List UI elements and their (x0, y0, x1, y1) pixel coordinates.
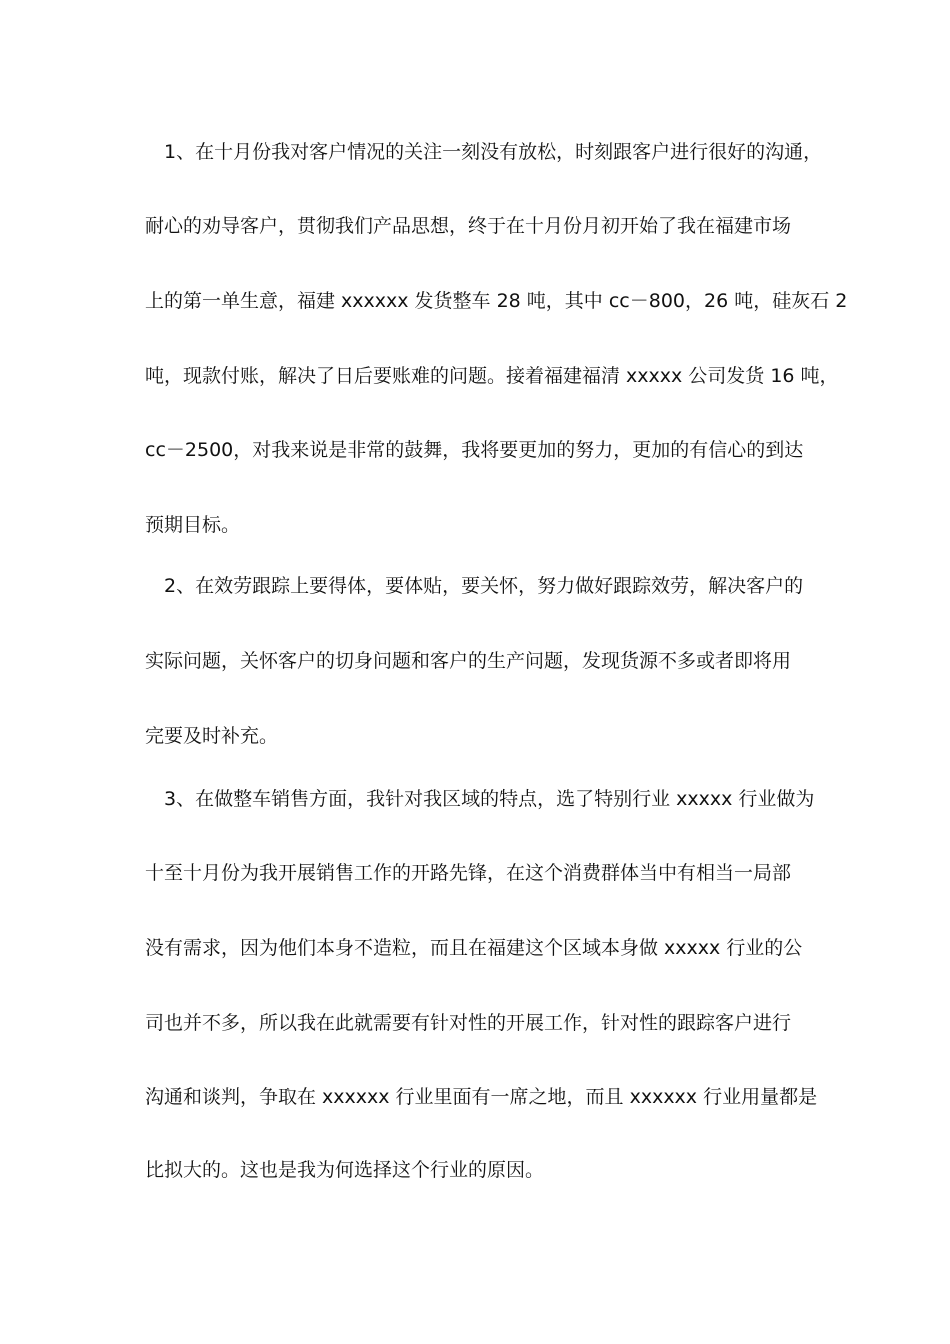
paragraph-1-line-4: 吨，现款付账，解决了日后要账难的问题。接着福建福清 xxxxx 公司发货 16 吨， (145, 365, 839, 387)
paragraph-1-line-1: 1、在十月份我对客户情况的关注一刻没有放松，时刻跟客户进行很好的沟通， (164, 141, 823, 163)
paragraph-3-line-3: 没有需求，因为他们本身不造粒，而且在福建这个区域本身做 xxxxx 行业的公 (145, 937, 803, 959)
paragraph-3-line-5: 沟通和谈判，争取在 xxxxxx 行业里面有一席之地，而且 xxxxxx 行业用量都是 (145, 1086, 818, 1108)
paragraph-3-line-2: 十至十月份为我开展销售工作的开路先锋，在这个消费群体当中有相当一局部 (145, 862, 792, 884)
paragraph-1-line-6: 预期目标。 (145, 514, 241, 536)
paragraph-1-line-5: cc－2500，对我来说是非常的鼓舞，我将要更加的努力，更加的有信心的到达 (145, 439, 804, 461)
paragraph-1-line-2: 耐心的劝导客户，贯彻我们产品思想，终于在十月份月初开始了我在福建市场 (145, 215, 792, 237)
paragraph-2-line-1: 2、在效劳跟踪上要得体，要体贴，要关怀，努力做好跟踪效劳，解决客户的 (164, 575, 804, 597)
paragraph-2-line-2: 实际问题，关怀客户的切身问题和客户的生产问题，发现货源不多或者即将用 (145, 650, 792, 672)
paragraph-3-line-4: 司也并不多，所以我在此就需要有针对性的开展工作，针对性的跟踪客户进行 (145, 1012, 792, 1034)
paragraph-1-line-3: 上的第一单生意，福建 xxxxxx 发货整车 28 吨，其中 cc－800，26 吨，硅灰石 2 (145, 290, 848, 312)
paragraph-3-line-6: 比拟大的。这也是我为何选择这个行业的原因。 (145, 1159, 545, 1181)
paragraph-2-line-3: 完要及时补充。 (145, 725, 279, 747)
paragraph-3-line-1: 3、在做整车销售方面，我针对我区域的特点，选了特别行业 xxxxx 行业做为 (164, 788, 815, 810)
